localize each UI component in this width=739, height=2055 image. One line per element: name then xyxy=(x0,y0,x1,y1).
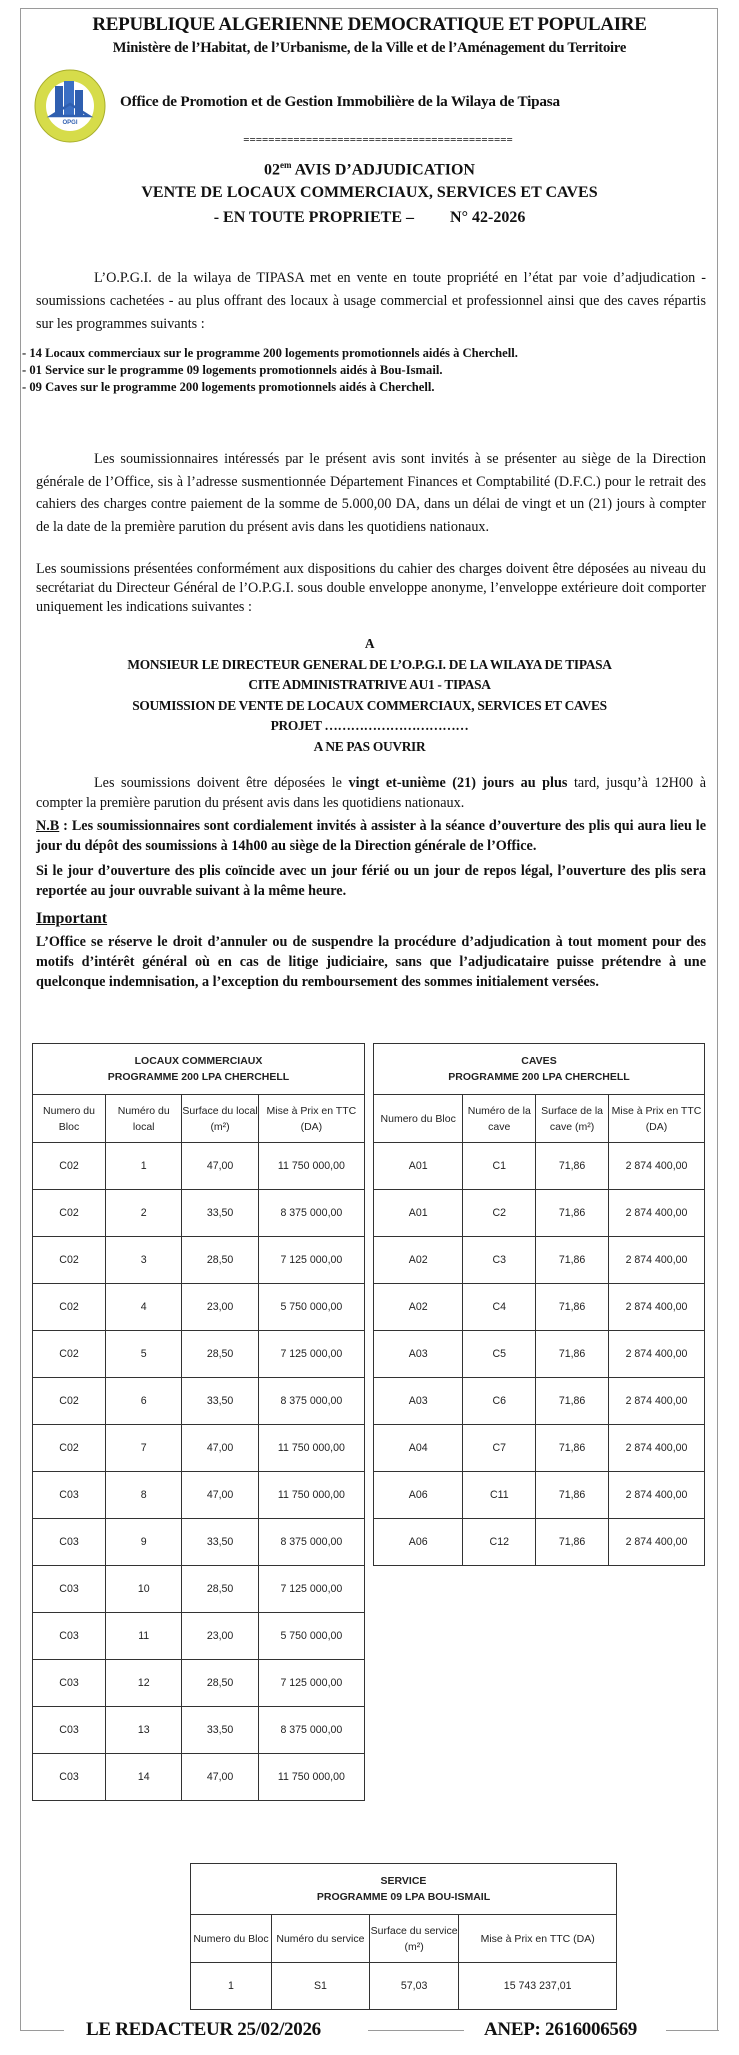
table-cell: C02 xyxy=(33,1237,106,1284)
table-row xyxy=(33,1613,365,1660)
table-cell: 4 xyxy=(106,1284,182,1331)
table-cell: 7 125 000,00 xyxy=(258,1660,364,1707)
table-row xyxy=(33,1707,365,1754)
table-cell: 28,50 xyxy=(182,1566,258,1613)
table-cell: 33,50 xyxy=(182,1519,258,1566)
table-cell: 23,00 xyxy=(182,1613,258,1660)
notice-title-text: AVIS D’ADJUDICATION xyxy=(291,161,475,179)
program-list xyxy=(22,345,518,396)
program-item: - 09 Caves sur le programme 200 logements promotionnels aidés à Cherchell. xyxy=(22,380,435,394)
table-row xyxy=(374,1190,705,1237)
table-cell: 2 874 400,00 xyxy=(608,1425,704,1472)
service-table xyxy=(190,1863,617,2010)
table-cell: 5 750 000,00 xyxy=(258,1613,364,1660)
envelope-line: SOUMISSION DE VENTE DE LOCAUX COMMERCIAUX, SERVICES ET CAVES xyxy=(132,697,607,713)
table-row xyxy=(33,1378,365,1425)
column-header: Numéro du service xyxy=(271,1915,369,1963)
deadline-text: Les soumissions doivent être déposées le xyxy=(94,775,349,791)
table-row xyxy=(33,1519,365,1566)
caves-table-body xyxy=(374,1143,705,1566)
table-cell: 2 874 400,00 xyxy=(608,1472,704,1519)
table-row xyxy=(374,1378,705,1425)
table-cell: C03 xyxy=(33,1613,106,1660)
table-cell: C1 xyxy=(463,1143,536,1190)
column-header: Surface de la cave (m²) xyxy=(536,1095,609,1143)
envelope-line: PROJET …………………………… xyxy=(270,718,469,733)
office-heading: Office de Promotion et de Gestion Immobilière de la Wilaya de Tipasa xyxy=(120,93,560,110)
program-item: - 14 Locaux commerciaux sur le programme 200 logements promotionnels aidés à Cherchell. xyxy=(22,346,518,360)
table-cell: 71,86 xyxy=(536,1331,609,1378)
table-cell: 5 xyxy=(106,1331,182,1378)
table-cell: A02 xyxy=(374,1284,463,1331)
table-cell: C7 xyxy=(463,1425,536,1472)
table-cell: 8 375 000,00 xyxy=(258,1519,364,1566)
frame-line xyxy=(20,2030,64,2031)
table-cell: A01 xyxy=(374,1190,463,1237)
instructions-text-1: Les soumissionnaires intéressés par le présent avis sont invités à se présenter au siège de la Direction générale de l’Office, sis à l’adresse susmentionnée Département Finances et Comptabilité (D.F.C.) pour le retrait des cahiers des charges contre paiement de la somme de 5.000,00 DA, dans un délai de vingt et un (21) jours à compter de la date de la première parution du présent avis dans les quotidiens nationaux. xyxy=(36,451,706,535)
anep-number: ANEP: 2616006569 xyxy=(484,2019,637,2040)
table-cell: C03 xyxy=(33,1472,106,1519)
table-row xyxy=(374,1331,705,1378)
table-row xyxy=(33,1754,365,1801)
table-cell: 12 xyxy=(106,1660,182,1707)
table-cell: 2 874 400,00 xyxy=(608,1143,704,1190)
table-cell: 28,50 xyxy=(182,1237,258,1284)
table-cell: 7 125 000,00 xyxy=(258,1331,364,1378)
ownership-text: - EN TOUTE PROPRIETE – xyxy=(213,209,415,226)
envelope-line: CITE ADMINISTRATRIVE AU1 - TIPASA xyxy=(248,677,491,692)
deadline-paragraph xyxy=(36,773,706,813)
table-row xyxy=(374,1237,705,1284)
table-cell: 33,50 xyxy=(182,1190,258,1237)
table-cell: 7 125 000,00 xyxy=(258,1566,364,1613)
table-cell: 2 874 400,00 xyxy=(608,1519,704,1566)
envelope-line: A xyxy=(364,636,375,651)
table-cell: 33,50 xyxy=(182,1378,258,1425)
table-cell: 8 375 000,00 xyxy=(258,1707,364,1754)
table-cell: 2 874 400,00 xyxy=(608,1378,704,1425)
table-cell: 2 874 400,00 xyxy=(608,1284,704,1331)
table-cell: A02 xyxy=(374,1237,463,1284)
table-cell: 11 750 000,00 xyxy=(258,1425,364,1472)
column-header: Numero du Bloc xyxy=(374,1095,463,1143)
table-cell: 71,86 xyxy=(536,1284,609,1331)
table-cell: 1 xyxy=(106,1143,182,1190)
table-cell: C3 xyxy=(463,1237,536,1284)
deadline-text-end: tard, jusqu’à 12H00 à compter la première parution du présent avis dans les quotidiens nationaux. xyxy=(36,775,706,811)
column-header: Mise à Prix en TTC (DA) xyxy=(608,1095,704,1143)
logo-text: OPGI xyxy=(62,120,78,126)
column-header: Numéro de la cave xyxy=(463,1095,536,1143)
table-cell: C02 xyxy=(33,1425,106,1472)
table-cell: C02 xyxy=(33,1143,106,1190)
table-row xyxy=(374,1519,705,1566)
table-cell: 47,00 xyxy=(182,1472,258,1519)
service-table-body xyxy=(191,1963,617,2010)
republic-heading: REPUBLIQUE ALGERIENNE DEMOCRATIQUE ET POPULAIRE xyxy=(92,14,647,35)
table-row xyxy=(33,1566,365,1613)
table-cell: 11 750 000,00 xyxy=(258,1143,364,1190)
table-row xyxy=(33,1331,365,1378)
table-cell: 10 xyxy=(106,1566,182,1613)
column-header: Numero du Bloc xyxy=(191,1915,272,1963)
column-header: Surface du local (m²) xyxy=(182,1095,258,1143)
nb-label: N.B xyxy=(36,818,60,834)
table-cell: 71,86 xyxy=(536,1472,609,1519)
table-cell: 8 375 000,00 xyxy=(258,1190,364,1237)
table-cell: C03 xyxy=(33,1707,106,1754)
separator-line: =========================================== xyxy=(243,134,513,146)
column-header: Surface du service (m²) xyxy=(369,1915,458,1963)
notice-ordinal: 02 xyxy=(264,161,281,179)
table-cell: 71,86 xyxy=(536,1378,609,1425)
table-cell: 7 125 000,00 xyxy=(258,1237,364,1284)
table-cell: C6 xyxy=(463,1378,536,1425)
table-cell: A01 xyxy=(374,1143,463,1190)
table-row xyxy=(33,1425,365,1472)
table-cell: 3 xyxy=(106,1237,182,1284)
table-cell: 2 874 400,00 xyxy=(608,1190,704,1237)
caves-table xyxy=(373,1043,705,1566)
table-cell: 6 xyxy=(106,1378,182,1425)
table-cell: 14 xyxy=(106,1754,182,1801)
table-cell: 11 xyxy=(106,1613,182,1660)
column-header: Mise à Prix en TTC (DA) xyxy=(459,1915,617,1963)
table-row xyxy=(33,1237,365,1284)
table-cell: 28,50 xyxy=(182,1660,258,1707)
table-cell: 71,86 xyxy=(536,1143,609,1190)
table-cell: 23,00 xyxy=(182,1284,258,1331)
table-cell: C5 xyxy=(463,1331,536,1378)
table-cell: A03 xyxy=(374,1378,463,1425)
opgi-tipasa-logo-icon xyxy=(33,68,107,144)
service-table-title: SERVICE PROGRAMME 09 LPA BOU-ISMAIL xyxy=(191,1864,617,1915)
table-cell: 5 750 000,00 xyxy=(258,1284,364,1331)
nb-paragraph xyxy=(36,816,706,856)
table-cell: C03 xyxy=(33,1660,106,1707)
table-cell: A06 xyxy=(374,1519,463,1566)
table-row xyxy=(374,1472,705,1519)
table-cell: 2 874 400,00 xyxy=(608,1331,704,1378)
notice-title xyxy=(0,160,739,179)
holiday-paragraph: Si le jour d’ouverture des plis coïncide avec un jour férié ou un jour de repos légal, l’ouverture des plis sera reportée au jour ouvrable suivant à la même heure. xyxy=(36,863,706,899)
table-cell: A06 xyxy=(374,1472,463,1519)
program-item: - 01 Service sur le programme 09 logements promotionnels aidés à Bou-Ismail. xyxy=(22,363,443,377)
table-cell: 7 xyxy=(106,1425,182,1472)
table-cell: 47,00 xyxy=(182,1143,258,1190)
table-cell: C11 xyxy=(463,1472,536,1519)
table-cell: 8 xyxy=(106,1472,182,1519)
notice-ordinal-suffix: em xyxy=(280,160,292,170)
table-cell: C12 xyxy=(463,1519,536,1566)
table-cell: C03 xyxy=(33,1566,106,1613)
notice-ownership xyxy=(0,209,739,227)
table-row xyxy=(33,1190,365,1237)
important-paragraph: L’Office se réserve le droit d’annuler ou de suspendre la procédure d’adjudication à tout moment pour des motifs d’intérêt général où en cas de litige judiciaire, sans que l’adjudicataire puisse prétendre à une quelconque indemnisation, a l’exception du remboursement des sommes initialement versées. xyxy=(36,934,706,990)
important-heading: Important xyxy=(36,910,108,927)
table-row xyxy=(33,1284,365,1331)
table-cell: 47,00 xyxy=(182,1425,258,1472)
redacteur-date: LE REDACTEUR 25/02/2026 xyxy=(86,2019,321,2040)
deadline-emphasis: vingt et-unième (21) jours au plus xyxy=(348,775,568,791)
table-cell: A04 xyxy=(374,1425,463,1472)
column-header: Numéro du local xyxy=(106,1095,182,1143)
column-header: Numero du Bloc xyxy=(33,1095,106,1143)
table-row xyxy=(33,1660,365,1707)
table-row xyxy=(191,1963,617,2010)
frame-line xyxy=(666,2030,719,2031)
intro-paragraph xyxy=(36,267,706,336)
table-cell: 71,86 xyxy=(536,1425,609,1472)
envelope-line: A NE PAS OUVRIR xyxy=(313,738,426,754)
table-cell: 1 xyxy=(191,1963,272,2010)
table-cell: 8 375 000,00 xyxy=(258,1378,364,1425)
table-row xyxy=(33,1472,365,1519)
table-cell: 9 xyxy=(106,1519,182,1566)
notice-subtitle: VENTE DE LOCAUX COMMERCIAUX, SERVICES ET CAVES xyxy=(141,184,598,201)
table-cell: 71,86 xyxy=(536,1190,609,1237)
table-cell: C02 xyxy=(33,1190,106,1237)
caves-table-title: CAVES PROGRAMME 200 LPA CHERCHELL xyxy=(374,1044,705,1095)
table-cell: C02 xyxy=(33,1331,106,1378)
notice-number: N° 42-2026 xyxy=(450,209,526,226)
table-cell: 11 750 000,00 xyxy=(258,1472,364,1519)
instructions-paragraph-1 xyxy=(36,448,706,538)
table-cell: 28,50 xyxy=(182,1331,258,1378)
envelope-line: MONSIEUR LE DIRECTEUR GENERAL DE L’O.P.G.I. DE LA WILAYA DE TIPASA xyxy=(127,656,612,672)
table-cell: 71,86 xyxy=(536,1237,609,1284)
table-cell: C4 xyxy=(463,1284,536,1331)
table-row xyxy=(374,1284,705,1331)
table-cell: 71,86 xyxy=(536,1519,609,1566)
table-cell: 11 750 000,00 xyxy=(258,1754,364,1801)
table-cell: C03 xyxy=(33,1519,106,1566)
ministry-heading: Ministère de l’Habitat, de l’Urbanisme, de la Ville et de l’Aménagement du Territoire xyxy=(112,40,627,56)
table-row xyxy=(33,1143,365,1190)
intro-text: L’O.P.G.I. de la wilaya de TIPASA met en vente en toute propriété en l’état par voie d’adjudication -soumissions cachetées - au plus offrant des locaux à usage commercial et professionnel ainsi que des caves répartis sur les programmes suivants : xyxy=(36,270,706,332)
locaux-table-title: LOCAUX COMMERCIAUX PROGRAMME 200 LPA CHERCHELL xyxy=(33,1044,365,1095)
instructions-paragraph-2: Les soumissions présentées conformément aux dispositions du cahier des charges doivent être déposées au niveau du secrétariat du Directeur Général de l’O.P.G.I. sous double enveloppe anonyme, l’enveloppe extérieure doit comporter uniquement les indications suivantes : xyxy=(36,561,706,615)
locaux-table-body xyxy=(33,1143,365,1801)
table-cell: 47,00 xyxy=(182,1754,258,1801)
nb-text: : Les soumissionnaires sont cordialement invités à assister à la séance d’ouverture des plis qui aura lieu le jour du dépôt des soumissions à 14h00 au siège de la Direction générale de l’Office. xyxy=(36,818,706,854)
table-cell: C02 xyxy=(33,1284,106,1331)
table-cell: 33,50 xyxy=(182,1707,258,1754)
table-cell: S1 xyxy=(271,1963,369,2010)
envelope-address xyxy=(0,634,739,757)
table-cell: A03 xyxy=(374,1331,463,1378)
table-cell: 15 743 237,01 xyxy=(459,1963,617,2010)
table-cell: 2 874 400,00 xyxy=(608,1237,704,1284)
table-cell: C2 xyxy=(463,1190,536,1237)
column-header: Mise à Prix en TTC (DA) xyxy=(258,1095,364,1143)
table-row xyxy=(374,1425,705,1472)
table-cell: C03 xyxy=(33,1754,106,1801)
table-cell: 57,03 xyxy=(369,1963,458,2010)
frame-line xyxy=(368,2030,464,2031)
table-cell: 2 xyxy=(106,1190,182,1237)
table-cell: C02 xyxy=(33,1378,106,1425)
table-cell: 13 xyxy=(106,1707,182,1754)
locaux-table xyxy=(32,1043,365,1801)
table-row xyxy=(374,1143,705,1190)
